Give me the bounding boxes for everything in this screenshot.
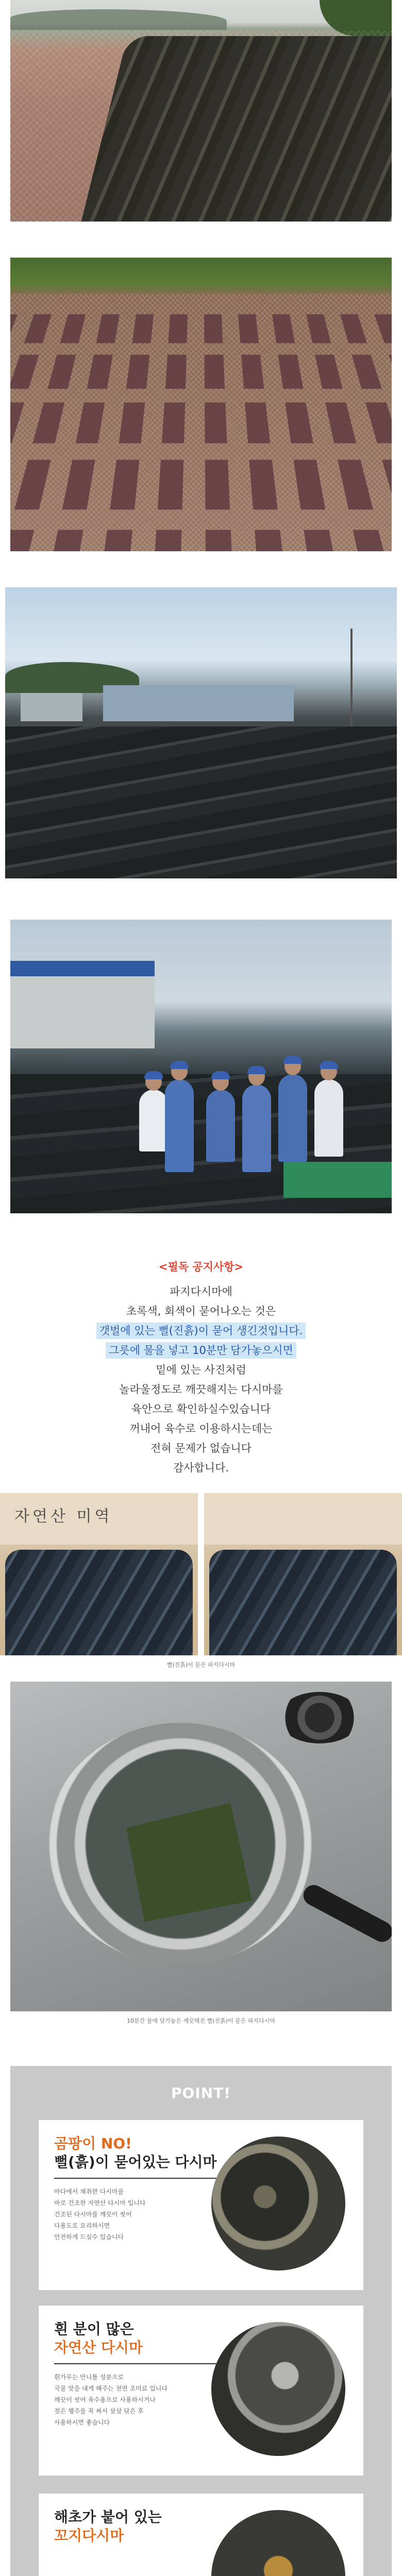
card-headline-orange: 자연산 다시마 [54, 2339, 143, 2356]
pot-photo-caption: 10분간 물에 담가놓은 깨끗해진 뻘(진흙)이 묻은 파지다시마 [127, 2018, 275, 2024]
kelp-in-boxes-photo [0, 1493, 402, 1655]
card-headline-orange: 곰팡이 NO! [54, 2135, 132, 2152]
box-photo-caption: 뻘(진흙)이 묻은 파지다시마 [166, 1662, 236, 1668]
notice-section [0, 1257, 402, 1478]
card-description: 바다에서 채취한 다시마를 바로 건조한 자연산 다시마 입니다 건조된 다시마를 깨끗이 씻어 다용도로 요리하시면 안전하게 드실수 있습니다 [54, 2188, 146, 2241]
seaweed-attached-kelp-closeup-image [211, 2510, 345, 2576]
kelp-drying-field-photo [10, 0, 392, 222]
point-card-mudded-kelp [39, 2120, 363, 2290]
kelp-box-left [0, 1493, 198, 1655]
notice-line: 밑에 있는 사진처럼 [156, 1364, 246, 1376]
card-headline: 뻘(흙)이 묻어있는 다시마 [54, 2154, 217, 2171]
card-headline-orange: 꼬지다시마 [54, 2527, 124, 2544]
point-section [10, 2066, 392, 2576]
kelp-box-right [204, 1493, 402, 1655]
notice-line: 육안으로 확인하실수있습니다 [131, 1403, 271, 1415]
notice-title: <필독 공지사항> [158, 1261, 244, 1273]
kelp-strips-on-net-photo [10, 258, 392, 551]
factory-yard-photo [5, 587, 397, 878]
notice-highlight: 갯벌에 있는 뻘(진흙)이 묻어 생긴것입니다. [96, 1323, 306, 1339]
point-card-seaweed-attached [39, 2494, 363, 2576]
notice-line: 전혀 문제가 없습니다 [150, 1442, 252, 1454]
point-title: POINT! [171, 2084, 231, 2102]
box-label: 자연산 미역 [14, 1507, 113, 1526]
notice-line: 감사합니다. [173, 1462, 229, 1474]
notice-highlight: 그릇에 물을 넣고 10분만 담가놓으시면 [106, 1342, 296, 1359]
mudded-kelp-closeup-image [211, 2137, 345, 2270]
card-headline: 해초가 붙어 있는 [54, 2509, 162, 2526]
notice-line: 초록색, 회색이 묻어나오는 것은 [126, 1305, 276, 1317]
notice-line: 놀라울정도로 깨끗해지는 다시마를 [119, 1383, 283, 1396]
pot-soaking-photo [10, 1682, 392, 2011]
notice-line: 파지다시마에 [170, 1285, 232, 1298]
white-powder-kelp-closeup-image [211, 2322, 345, 2456]
card-description: 흰가루는 만니톨 성분으로 국물 맛을 내게 해주는 천연 조미료 입니다 깨끗이 씻어 육수용으로 사용하시거나 젖은 행주를 꼭 짜서 살살 닦은 후 사용하시면 좋습니다 [54, 2374, 167, 2426]
notice-line: 꺼내어 육수로 이용하시는데는 [129, 1422, 273, 1435]
workers-group-photo [10, 920, 392, 1213]
card-headline: 흰 분이 많은 [54, 2320, 134, 2337]
point-card-white-powder [39, 2306, 363, 2476]
